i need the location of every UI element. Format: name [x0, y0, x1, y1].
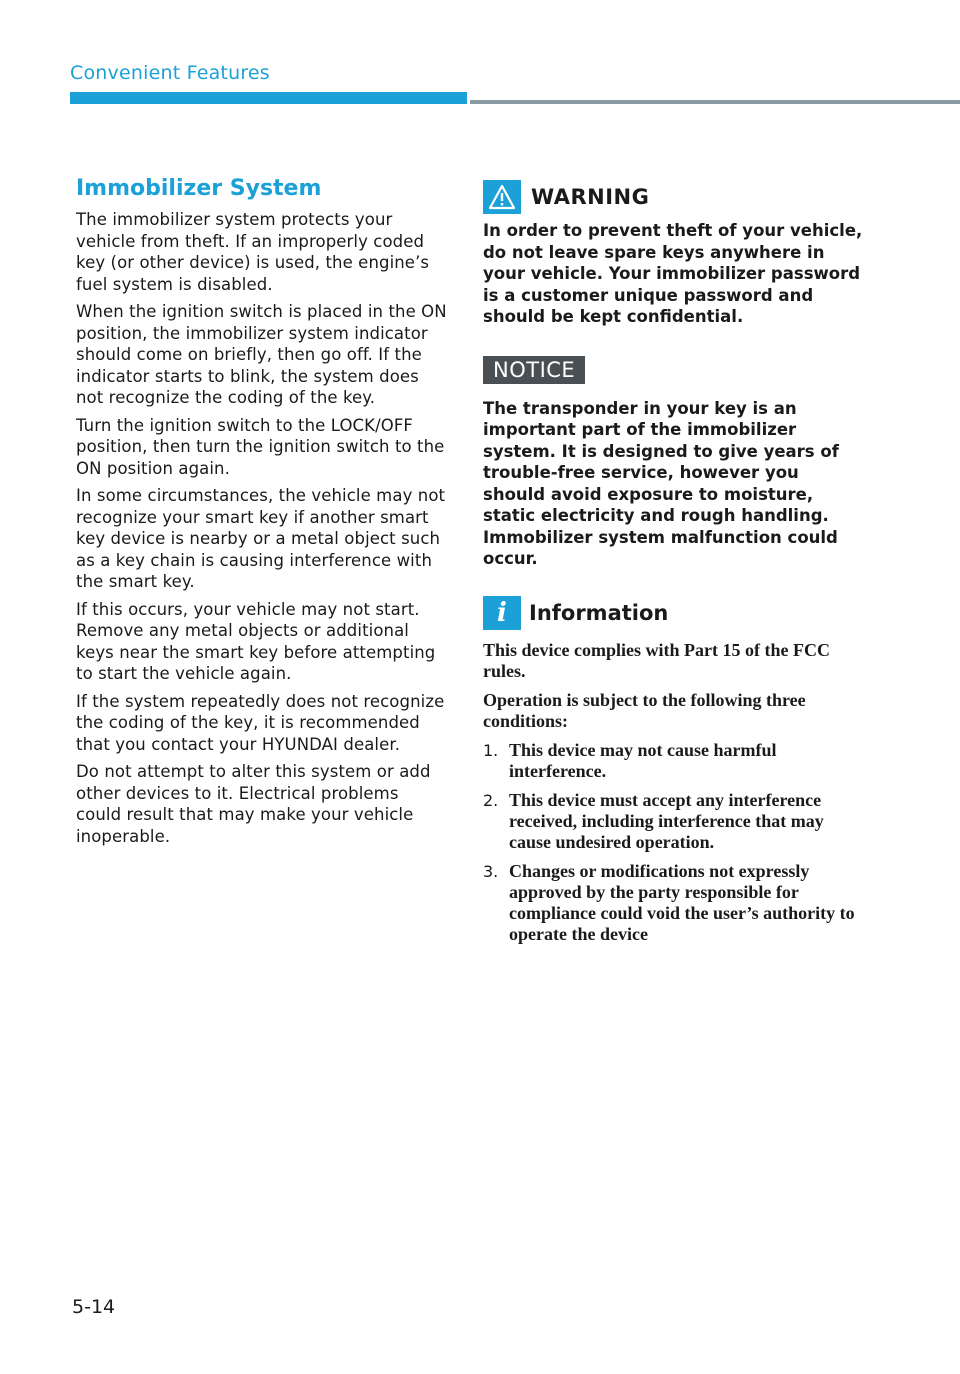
- paragraph: In some circumstances, the vehicle may not recognize your smart key if another smart key device is nearby or a metal object such as a key chain is causing interference with the smart key.: [76, 486, 446, 591]
- page-number: 5-14: [72, 1296, 116, 1318]
- list-item-text: Changes or modifications not expressly approved by the party responsible for compliance could void the user’s authority to operate the device: [509, 860, 855, 944]
- list-item-number: 1.: [483, 740, 499, 760]
- information-label: Information: [529, 600, 669, 625]
- list-item: [483, 861, 863, 945]
- warning-label: WARNING: [531, 185, 650, 209]
- warning-header: [483, 180, 863, 214]
- list-item-number: 3.: [483, 861, 499, 881]
- list-item-text: This device must accept any interference received, including interference that may cause undesired operation.: [509, 789, 824, 852]
- left-column: [76, 176, 448, 853]
- right-column: [483, 180, 863, 953]
- list-item: [483, 790, 863, 853]
- list-item-text: This device may not cause harmful interference.: [509, 739, 777, 781]
- paragraph: When the ignition switch is placed in the ON position, the immobilizer system indicator should come on briefly, then go off. If the indicator starts to blink, the system does not recognize the coding of the key.: [76, 302, 447, 407]
- paragraph: The immobilizer system protects your vehicle from theft. If an improperly coded key (or other device) is used, the engine’s fuel system is disabled.: [76, 210, 430, 294]
- info-icon: i: [483, 596, 521, 630]
- warning-text: In order to prevent theft of your vehicle, do not leave spare keys anywhere in your vehicle. Your immobilizer password is a customer unique password and should be kept confidential.: [483, 221, 863, 326]
- conditions-list: [483, 740, 863, 945]
- paragraph: Turn the ignition switch to the LOCK/OFF position, then turn the ignition switch to the ON position again.: [76, 415, 445, 478]
- header-title: Convenient Features: [70, 62, 270, 84]
- header-rule-blue: [70, 92, 467, 104]
- notice-text: The transponder in your key is an important part of the immobilizer system. It is designed to give years of trouble-free service, however you should avoid exposure to moisture, static electricity and rough handling. Immobilizer system malfunction could occur.: [483, 398, 839, 568]
- section-title: Immobilizer System: [76, 176, 322, 201]
- list-item-number: 2.: [483, 790, 499, 810]
- paragraph: If this occurs, your vehicle may not start. Remove any metal objects or additional keys near the smart key before attempting to start the vehicle again.: [76, 599, 436, 683]
- paragraph: Do not attempt to alter this system or add other devices to it. Electrical problems could result that may make your vehicle inoperable.: [76, 762, 431, 846]
- information-paragraph: This device complies with Part 15 of the FCC rules.: [483, 639, 830, 681]
- paragraph: If the system repeatedly does not recognize the coding of the key, it is recommended that you contact your HYUNDAI dealer.: [76, 691, 445, 754]
- header-rule-gray: [470, 100, 960, 104]
- information-paragraph: Operation is subject to the following three conditions:: [483, 689, 806, 731]
- list-item: [483, 740, 863, 782]
- warning-triangle-icon: [483, 180, 521, 214]
- information-header: [483, 596, 863, 630]
- notice-label: NOTICE: [483, 356, 585, 384]
